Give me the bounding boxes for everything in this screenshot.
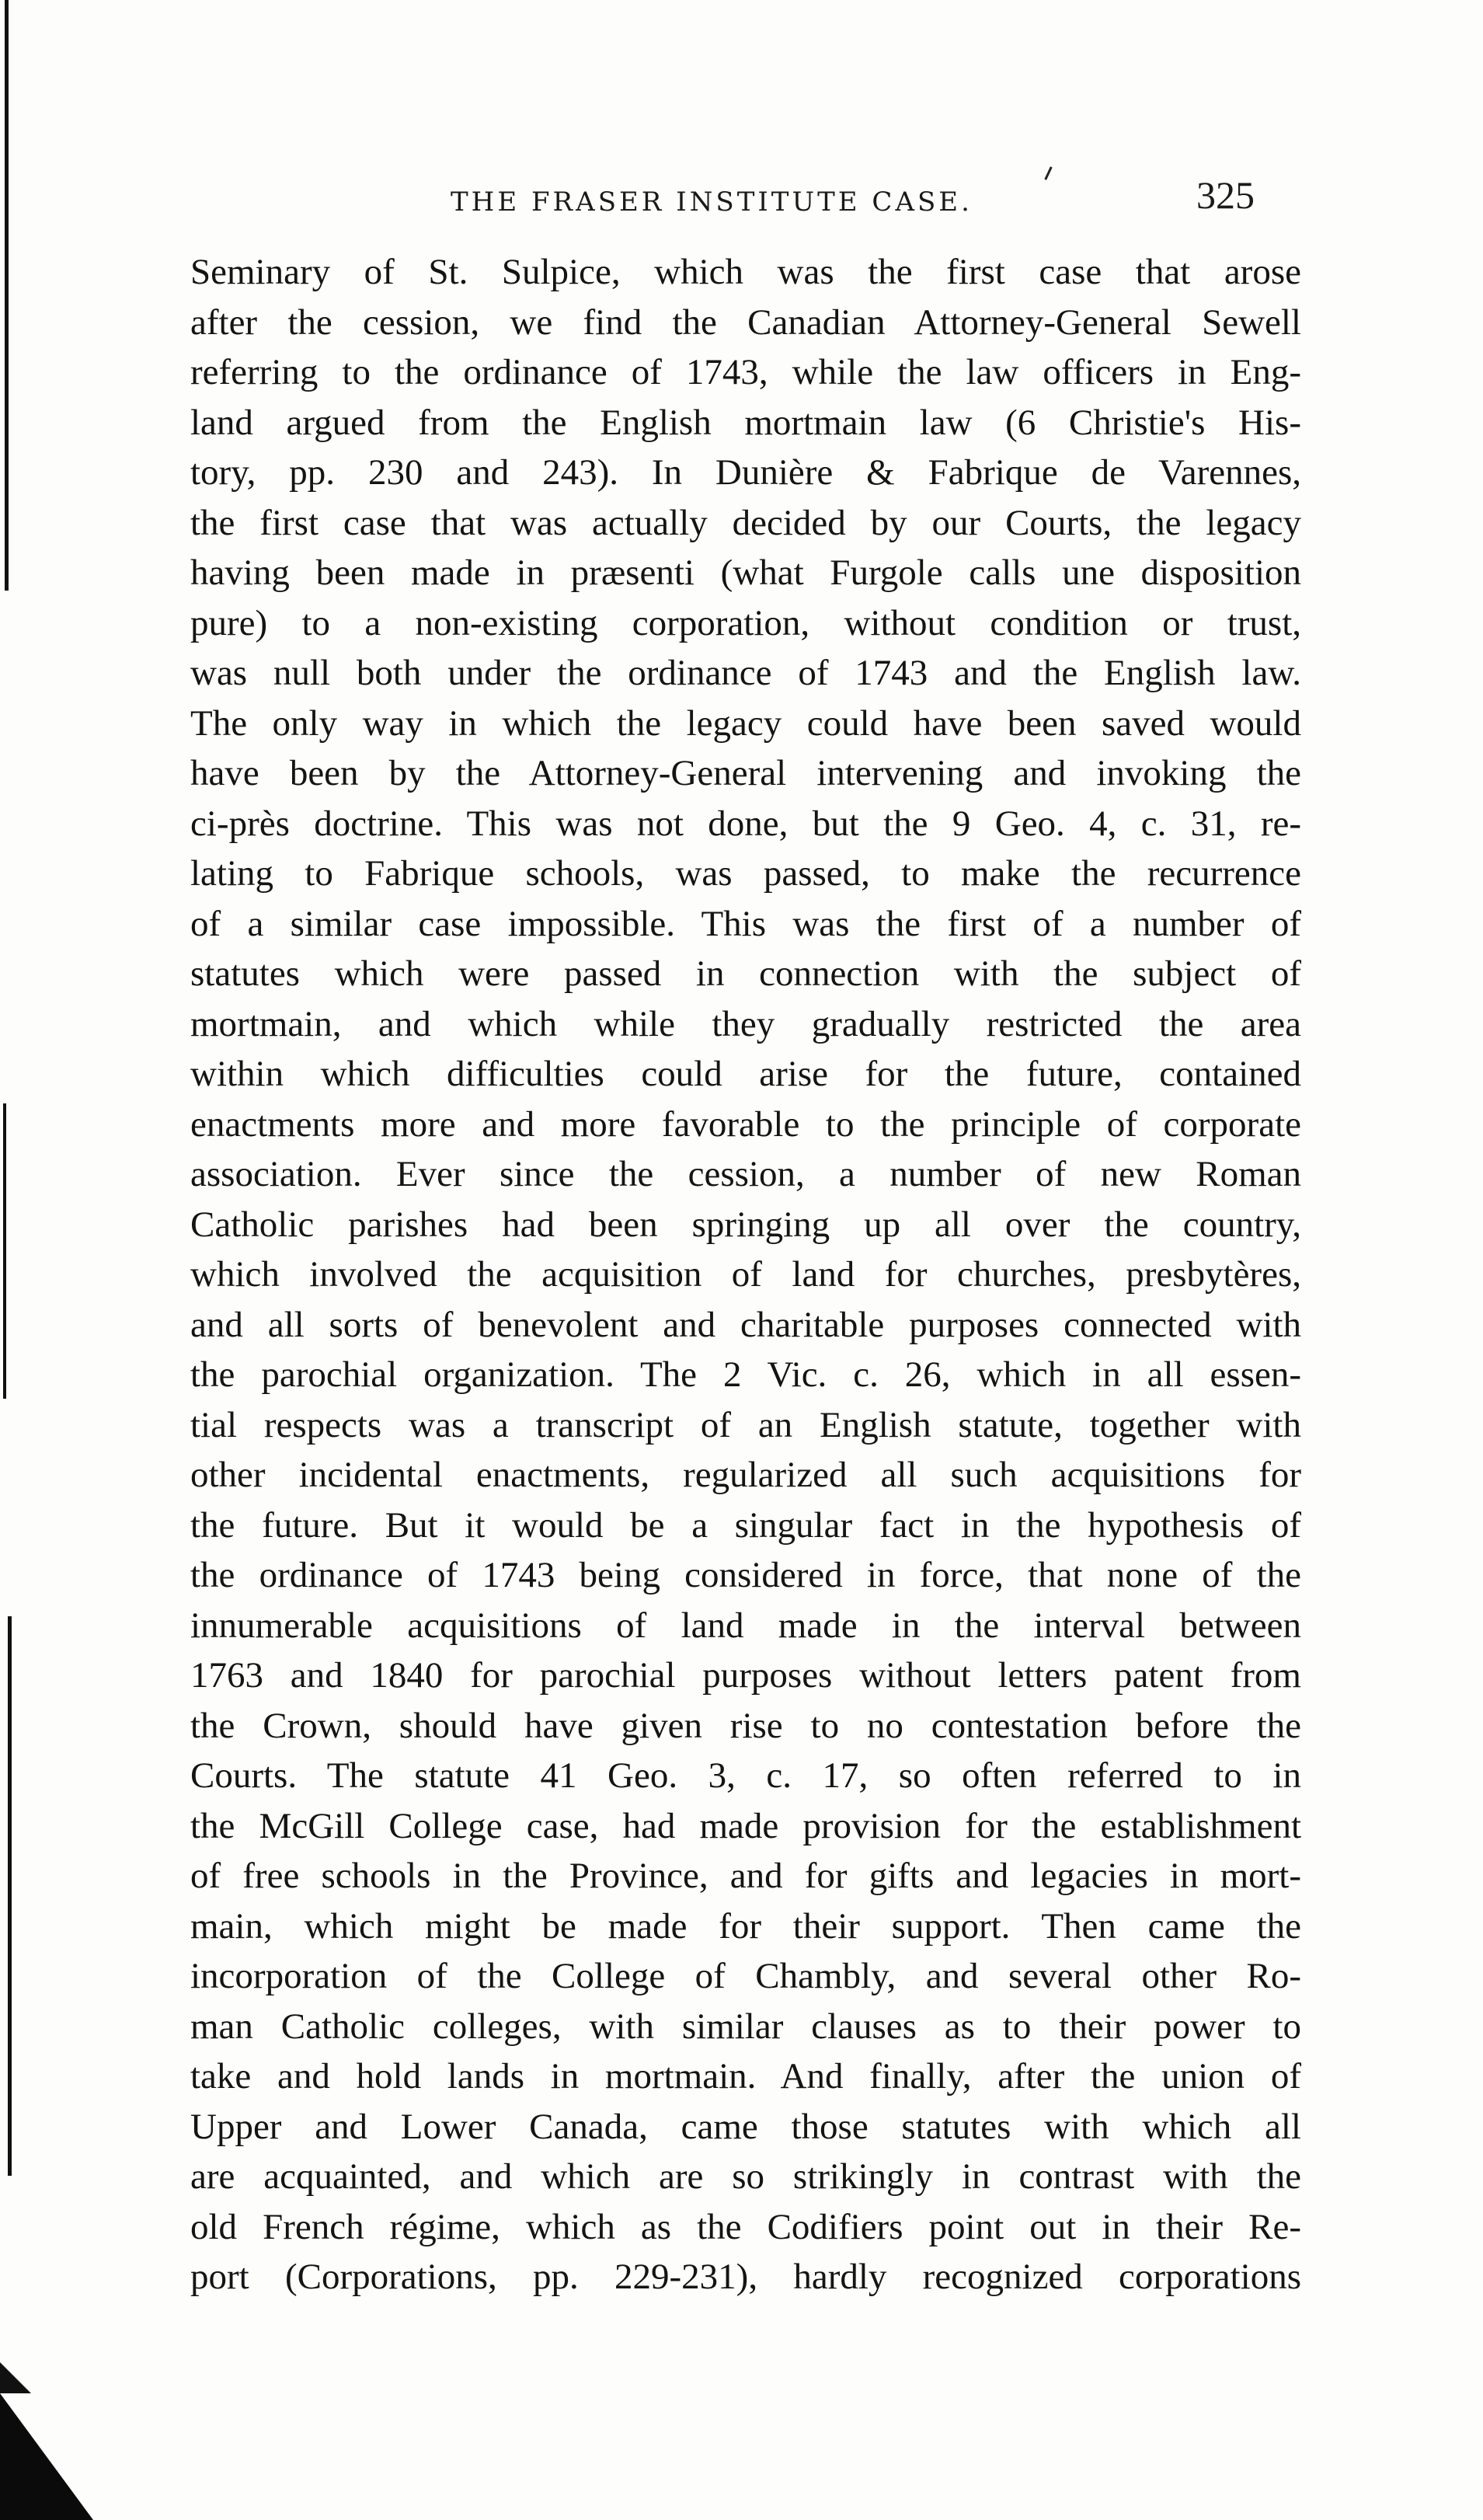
text-line: which involved the acquisition of land for churches, presbytères, [190, 1254, 1301, 1295]
text-line: are acquainted, and which are so strikingly in contrast with the [190, 2156, 1301, 2197]
text-line: referring to the ordinance of 1743, while the law officers in Eng- [190, 352, 1301, 392]
text-line: the McGill College case, had made provision for the establishment [190, 1805, 1301, 1846]
text-line: ci-près doctrine. This was not done, but the 9 Geo. 4, c. 31, re- [190, 803, 1301, 844]
text-line: 1763 and 1840 for parochial purposes without letters patent from [190, 1655, 1301, 1696]
stray-mark [1044, 166, 1052, 180]
text-line: man Catholic colleges, with similar clauses as to their power to [190, 2006, 1301, 2047]
page-corner-shadow [0, 2362, 31, 2393]
body-paragraph [190, 247, 1301, 2302]
text-line: of free schools in the Province, and for gifts and legacies in mort- [190, 1856, 1301, 1896]
text-line: statutes which were passed in connection with the subject of [190, 953, 1301, 994]
text-line: of a similar case impossible. This was the first of a number of [190, 903, 1301, 944]
text-line: land argued from the English mortmain law (6 Christie's His- [190, 402, 1301, 443]
text-line: innumerable acquisitions of land made in the interval between [190, 1605, 1301, 1646]
text-line: port (Corporations, pp. 229-231), hardly recognized corporations [190, 2257, 1301, 2297]
text-line: main, which might be made for their support. Then came the [190, 1905, 1301, 1947]
text-line: Upper and Lower Canada, came those statutes with which all [190, 2106, 1301, 2147]
text-line: was null both under the ordinance of 1743 and the English law. [190, 653, 1301, 693]
text-line: Courts. The statute 41 Geo. 3, c. 17, so often referred to in [190, 1755, 1301, 1796]
text-line: have been by the Attorney-General intervening and invoking the [190, 753, 1301, 793]
text-line: other incidental enactments, regularized all such acquisitions for [190, 1455, 1301, 1495]
text-line: and all sorts of benevolent and charitable purposes connected with [190, 1304, 1301, 1345]
binding-edge-mark [5, 0, 9, 591]
binding-edge-mark [8, 1616, 12, 2176]
text-line: the ordinance of 1743 being considered in force, that none of the [190, 1555, 1301, 1595]
text-line: the first case that was actually decided by our Courts, the legacy [190, 502, 1301, 543]
text-line: enactments more and more favorable to the principle of corporate [190, 1103, 1301, 1145]
text-line: association. Ever since the cession, a number of new Roman [190, 1154, 1301, 1194]
text-line: the parochial organization. The 2 Vic. c. 26, which in all essen- [190, 1354, 1301, 1395]
text-line: the future. But it would be a singular fact in the hypothesis of [190, 1504, 1301, 1546]
page-number: 325 [1196, 173, 1255, 217]
text-line: Catholic parishes had been springing up all over the country, [190, 1204, 1301, 1245]
text-line: old French régime, which as the Codifiers point out in their Re- [190, 2206, 1301, 2247]
text-line: mortmain, and which while they gradually restricted the area [190, 1003, 1301, 1044]
page-corner-shadow [0, 2393, 93, 2520]
text-line: after the cession, we find the Canadian Attorney-General Sewell [190, 301, 1301, 343]
text-line: pure) to a non-existing corporation, without condition or trust, [190, 602, 1301, 643]
binding-edge-mark [3, 1103, 6, 1399]
text-line: The only way in which the legacy could have been saved would [190, 702, 1301, 744]
text-line: take and hold lands in mortmain. And finally, after the union of [190, 2056, 1301, 2097]
text-line: tial respects was a transcript of an English statute, together with [190, 1404, 1301, 1445]
text-line: lating to Fabrique schools, was passed, to make the recurrence [190, 853, 1301, 894]
running-title: THE FRASER INSTITUTE CASE. [451, 186, 973, 218]
text-line: incorporation of the College of Chambly, and several other Ro- [190, 1956, 1301, 1996]
text-line: within which difficulties could arise for the future, contained [190, 1054, 1301, 1094]
text-line: Seminary of St. Sulpice, which was the first case that arose [190, 252, 1301, 292]
text-line: the Crown, should have given rise to no contestation before the [190, 1705, 1301, 1746]
text-line: having been made in præsenti (what Furgole calls une disposition [190, 552, 1301, 593]
text-line: tory, pp. 230 and 243). In Dunière & Fabrique de Varennes, [190, 452, 1301, 493]
